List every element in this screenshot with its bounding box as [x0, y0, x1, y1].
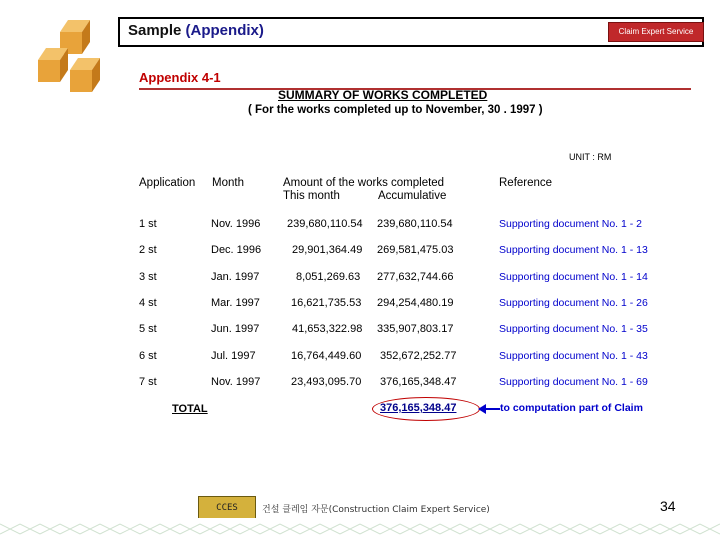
total-note: to computation part of Claim — [500, 402, 643, 414]
row-reference: Supporting document No. 1 - 35 — [499, 323, 648, 335]
row-this-month: 16,621,735.53 — [291, 297, 362, 309]
row-reference: Supporting document No. 1 - 13 — [499, 244, 648, 256]
arrow-head-icon — [478, 404, 486, 414]
row-application: 5 st — [139, 323, 157, 335]
total-value: 376,165,348.47 — [380, 402, 457, 414]
row-accumulative: 352,672,252.77 — [380, 350, 457, 362]
row-reference: Supporting document No. 1 - 26 — [499, 297, 648, 309]
decorative-cubes-logo — [38, 18, 128, 108]
row-reference: Supporting document No. 1 - 14 — [499, 271, 648, 283]
row-this-month: 29,901,364.49 — [292, 244, 363, 256]
row-month: Jun. 1997 — [211, 323, 260, 335]
row-this-month: 239,680,110.54 — [287, 218, 363, 230]
row-application: 1 st — [139, 218, 157, 230]
row-accumulative: 294,254,480.19 — [377, 297, 454, 309]
decorative-bottom-band — [0, 518, 720, 540]
header-application: Application — [139, 177, 196, 189]
header-reference: Reference — [499, 177, 553, 189]
row-accumulative: 277,632,744.66 — [377, 271, 454, 283]
footer-text: 건설 클레임 자문(Construction Claim Expert Service) — [262, 505, 490, 515]
row-reference: Supporting document No. 1 - 69 — [499, 376, 648, 388]
service-badge: Claim Expert Service — [608, 22, 704, 42]
header-this-month: This month — [283, 190, 340, 202]
row-reference: Supporting document No. 1 - 2 — [499, 218, 643, 230]
row-application: 7 st — [139, 376, 157, 388]
row-month: Nov. 1996 — [211, 218, 261, 230]
header-amount: Amount of the works completed — [283, 177, 445, 189]
row-this-month: 16,764,449.60 — [291, 350, 362, 362]
row-this-month: 23,493,095.70 — [291, 376, 362, 388]
appendix-label: Appendix 4-1 — [139, 70, 221, 85]
row-month: Dec. 1996 — [211, 244, 262, 256]
row-accumulative: 376,165,348.47 — [380, 376, 457, 388]
row-application: 3 st — [139, 271, 157, 283]
total-label: TOTAL — [172, 403, 208, 415]
page-title: Sample (Appendix) — [128, 22, 264, 39]
summary-title: SUMMARY OF WORKS COMPLETED — [278, 88, 488, 102]
row-application: 4 st — [139, 297, 157, 309]
row-month: Mar. 1997 — [211, 297, 260, 309]
row-reference: Supporting document No. 1 - 43 — [499, 350, 648, 362]
row-accumulative: 239,680,110.54 — [377, 218, 453, 230]
row-month: Jul. 1997 — [211, 350, 256, 362]
row-accumulative: 335,907,803.17 — [377, 323, 454, 335]
header-accumulative: Accumulative — [378, 190, 447, 202]
header-month: Month — [212, 177, 244, 189]
row-month: Jan. 1997 — [211, 271, 260, 283]
footer-logo: CCES — [198, 496, 256, 520]
page-number: 34 — [660, 498, 676, 514]
summary-subtitle: ( For the works completed up to November, 30 . 1997 ) — [248, 104, 543, 116]
row-application: 2 st — [139, 244, 157, 256]
row-this-month: 8,051,269.63 — [296, 271, 361, 283]
row-accumulative: 269,581,475.03 — [377, 244, 454, 256]
unit-label: UNIT : RM — [569, 152, 612, 162]
row-month: Nov. 1997 — [211, 376, 261, 388]
row-this-month: 41,653,322.98 — [292, 323, 363, 335]
row-application: 6 st — [139, 350, 157, 362]
